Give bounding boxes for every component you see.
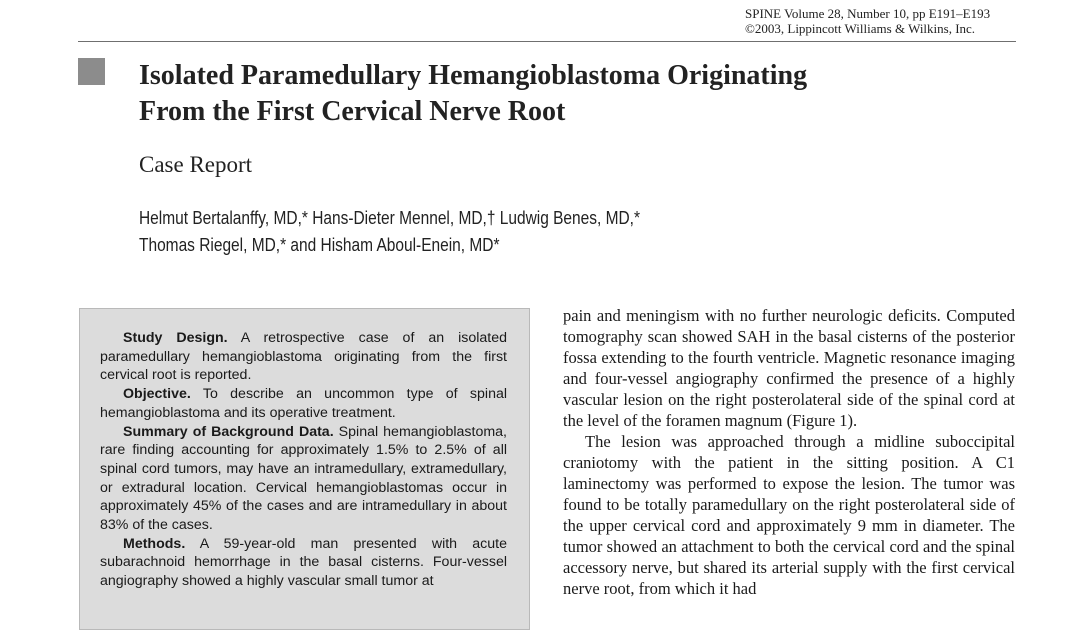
abstract <box>100 329 507 591</box>
methods-text: A 59-year-old man presented with acute subarachnoid hemorrhage in the basal cisterns. Four-vessel angiography showed a highly vascular small tumor at <box>100 535 507 590</box>
body-column <box>563 305 1015 614</box>
study-design-text: A retrospective case of an isolated paramedullary hemangioblastoma originating from the first cervical root is reported. <box>100 330 507 384</box>
study-design-label: Study Design. <box>123 330 228 346</box>
article-title-line-2: From the First Cervical Nerve Root <box>139 96 566 127</box>
journal-citation: SPINE Volume 28, Number 10, pp E191–E193 <box>745 6 991 21</box>
background-text: Spinal hemangioblastoma, rare finding accounting for approximately 1.5% to 2.5% of all spinal cord tumors, may have an intramedullary, extramedullary, or extradural location. Cervical hemangioblastomas occur in approximately 45% of the cases and are intramedullary in about 83% of the cases. <box>100 423 507 534</box>
article-title <box>139 58 807 130</box>
methods-label: Methods. <box>123 535 186 552</box>
header-rule <box>78 41 1016 42</box>
body-paragraph-1: pain and meningism with no further neurologic deficits. Computed tomography scan showed SAH in the basal cisterns of the posterior fossa extending to the fourth ventricle. Magnetic resonance imaging and four-vessel angiography confirmed the presence of a highly vascular lesion on the right posterolateral side of the spinal cord at the level of the foramen magnum (Figure 1). <box>563 306 1015 430</box>
abstract-objective <box>100 385 507 422</box>
objective-text: To describe an uncommon type of spinal hemangioblastoma and its operative treatment. <box>100 386 507 421</box>
authors-line-1: Helmut Bertalanffy, MD,* Hans-Dieter Mennel, MD,† Ludwig Benes, MD,* <box>139 208 641 228</box>
body-paragraph-2: The lesion was approached through a midline suboccipital craniotomy with the patient in the sitting position. A C1 laminectomy was performed to expose the lesion. The tumor was found to be totally paramedullary on the right posterolateral side of the upper cervical cord and approximately 9 mm in diameter. The tumor showed an attachment to both the cervical cord and the spinal accessory nerve, but shared its arterial supply with the first cervical nerve root, from which it had <box>563 432 1015 598</box>
journal-copyright: ©2003, Lippincott Williams & Wilkins, Inc. <box>745 21 976 36</box>
section-marker <box>78 58 105 85</box>
abstract-study-design <box>100 329 507 385</box>
article-subtitle: Case Report <box>139 152 253 177</box>
objective-label: Objective. <box>123 386 191 403</box>
authors-line-2: Thomas Riegel, MD,* and Hisham Aboul-Enein, MD* <box>139 235 500 255</box>
abstract-background <box>100 423 507 535</box>
abstract-box <box>79 308 530 630</box>
article-title-line-1: Isolated Paramedullary Hemangioblastoma Originating <box>139 60 808 91</box>
background-label: Summary of Background Data. <box>123 423 334 440</box>
author-list <box>139 205 640 259</box>
journal-info <box>745 6 990 36</box>
abstract-methods <box>100 535 507 591</box>
